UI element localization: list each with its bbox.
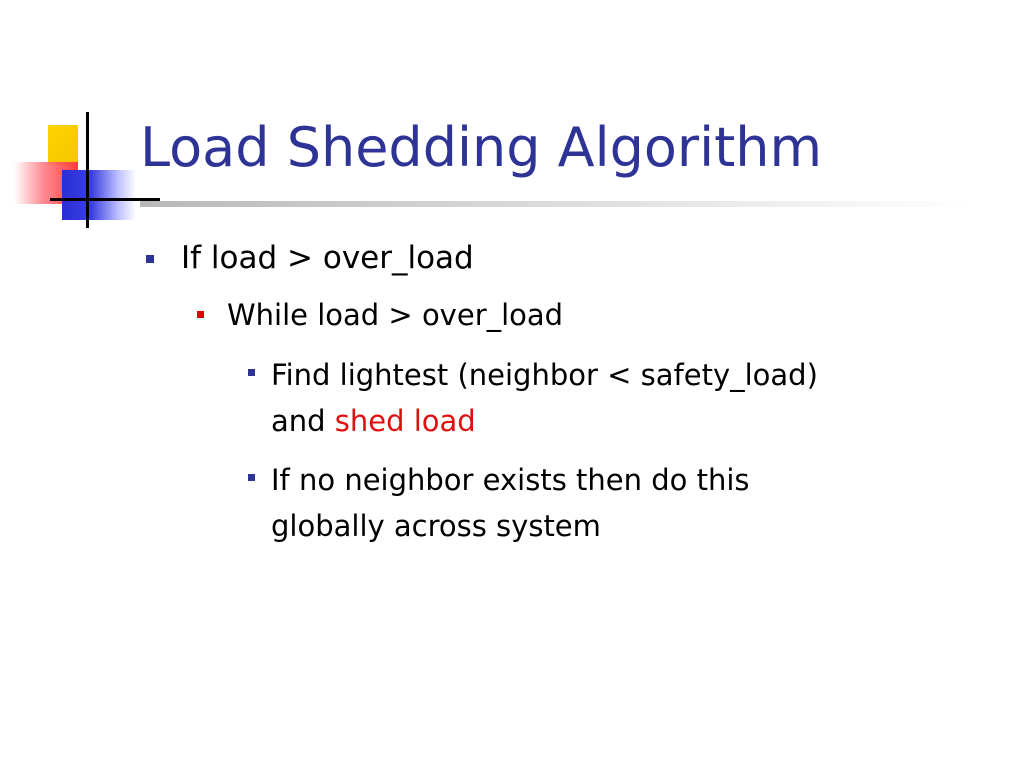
bullet-item-level2 [197,294,563,336]
square-bullet-icon [197,311,204,318]
logo-blue-square [62,170,136,220]
bullet-text-line2-prefix: and [271,404,335,438]
bullet-text-block [271,352,818,444]
bullet-item-level1 [146,236,474,280]
corner-logo-icon [0,0,140,240]
bullet-item-level3-no-neighbor [248,457,750,549]
square-bullet-icon [146,255,154,263]
logo-yellow-square [48,125,78,165]
bullet-text-block [271,457,750,549]
title-underline [140,201,970,207]
bullet-text: While load > over_load [227,298,564,332]
bullet-text-line1: If no neighbor exists then do this [271,463,750,497]
bullet-text: If load > over_load [181,240,474,276]
bullet-text-line2: globally across system [271,509,601,543]
slide-title: Load Shedding Algorithm [140,116,823,179]
highlight-text: shed load [334,404,476,438]
square-bullet-icon [248,474,255,481]
square-bullet-icon [248,369,255,376]
bullet-text-line1: Find lightest (neighbor < safety_load) [271,358,818,392]
bullet-item-level3-find-lightest [248,352,818,444]
logo-vertical-line [86,112,89,228]
